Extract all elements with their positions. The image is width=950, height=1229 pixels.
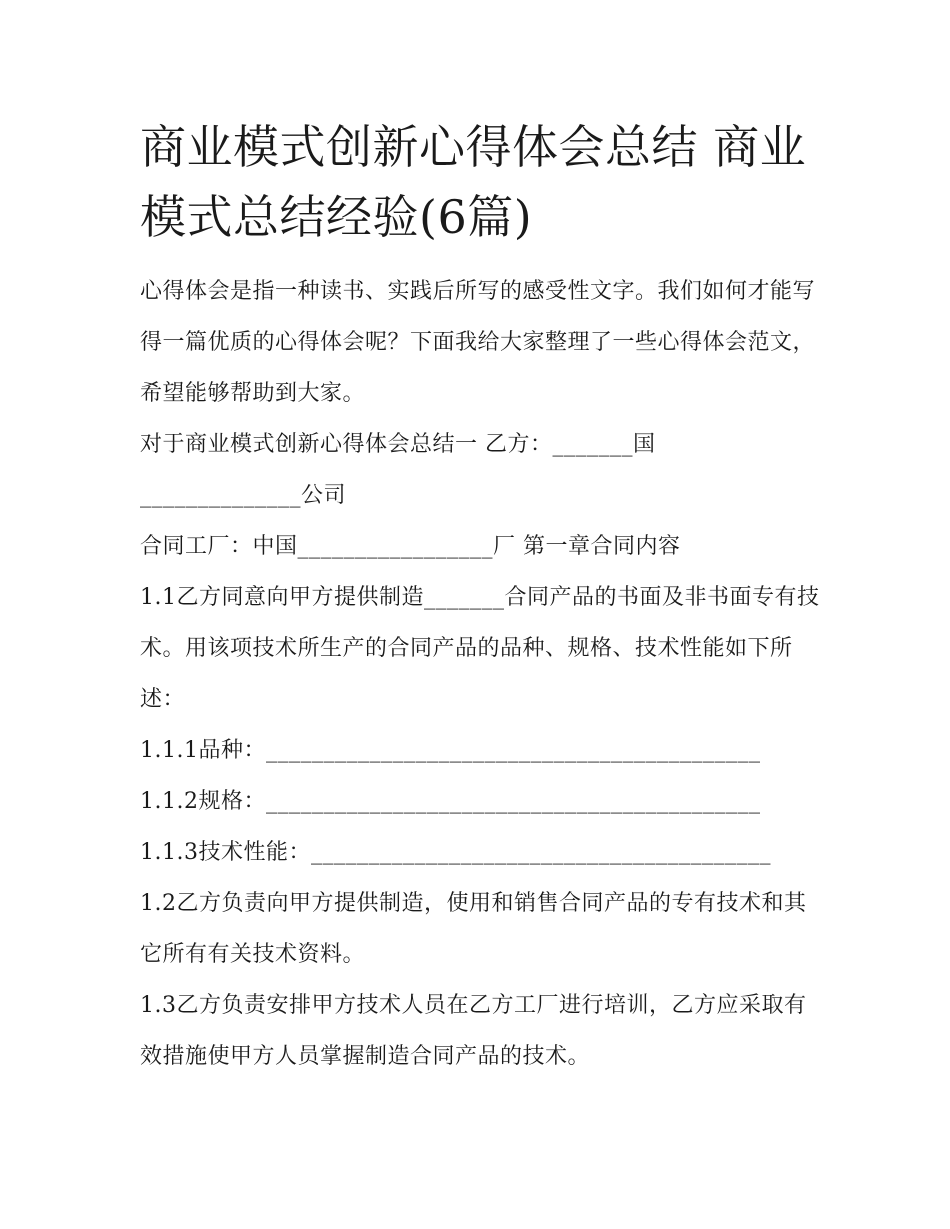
clause-1-2: 1.2乙方负责向甲方提供制造，使用和销售合同产品的专有技术和其它所有有关技术资料。 xyxy=(140,891,807,967)
clause-1-1-1: 1.1.1品种：___________________________________________ xyxy=(140,738,761,763)
party-b-line: 对于商业模式创新心得体会总结一 乙方：_______国 ______________公司 xyxy=(140,432,663,508)
contract-factory-line: 合同工厂：中国_________________厂 第一章合同内容 xyxy=(140,534,681,559)
clause-1-1-3: 1.1.3技术性能：________________________________________ xyxy=(140,840,771,865)
clause-1-1-2: 1.1.2规格：___________________________________________ xyxy=(140,789,761,814)
document-title: 商业模式创新心得体会总结 商业模式总结经验(6篇) xyxy=(140,120,807,244)
clause-1-3: 1.3乙方负责安排甲方技术人员在乙方工厂进行培训，乙方应采取有效措施使甲方人员掌握制造合同产品的技术。 xyxy=(140,993,807,1069)
document-page xyxy=(140,112,820,1082)
intro-paragraph: 心得体会是指一种读书、实践后所写的感受性文字。我们如何才能写得一篇优质的心得体会呢？下面我给大家整理了一些心得体会范文，希望能够帮助到大家。 xyxy=(140,279,816,406)
clause-1-1: 1.1乙方同意向甲方提供制造_______合同产品的书面及非书面专有技术。用该项技术所生产的合同产品的品种、规格、技术性能如下所述： xyxy=(140,585,820,712)
